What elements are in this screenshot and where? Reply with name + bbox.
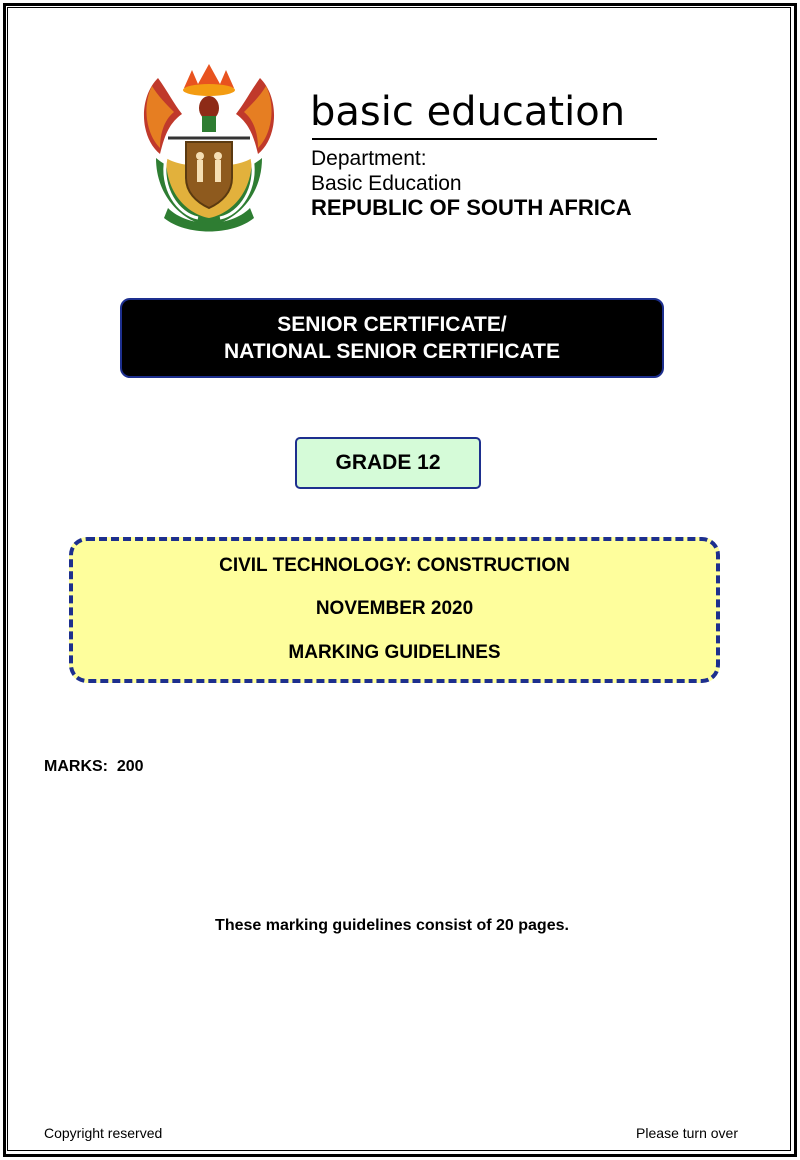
- copyright-notice: Copyright reserved: [44, 1125, 163, 1141]
- subject-title: CIVIL TECHNOLOGY: CONSTRUCTION: [219, 555, 570, 576]
- marks-total: MARKS: 200: [44, 758, 144, 775]
- subject-panel: [69, 537, 720, 683]
- grade-badge: GRADE 12: [295, 437, 481, 489]
- turn-over-note: Please turn over: [636, 1125, 738, 1141]
- certificate-line-1: SENIOR CERTIFICATE/: [277, 313, 507, 336]
- certificate-banner: [120, 298, 664, 378]
- department-label: Department:: [311, 147, 427, 170]
- document-type: MARKING GUIDELINES: [288, 642, 501, 663]
- brand-name: basic education: [310, 89, 626, 135]
- country-name: REPUBLIC OF SOUTH AFRICA: [311, 195, 632, 220]
- certificate-line-2: NATIONAL SENIOR CERTIFICATE: [224, 340, 560, 363]
- brand: [310, 88, 660, 136]
- exam-session: NOVEMBER 2020: [315, 598, 474, 619]
- department-name: Basic Education: [311, 172, 462, 195]
- coat-of-arms-icon: [138, 58, 280, 234]
- brand-underline: [312, 138, 657, 140]
- page-count-note: These marking guidelines consist of 20 pages.: [215, 917, 569, 934]
